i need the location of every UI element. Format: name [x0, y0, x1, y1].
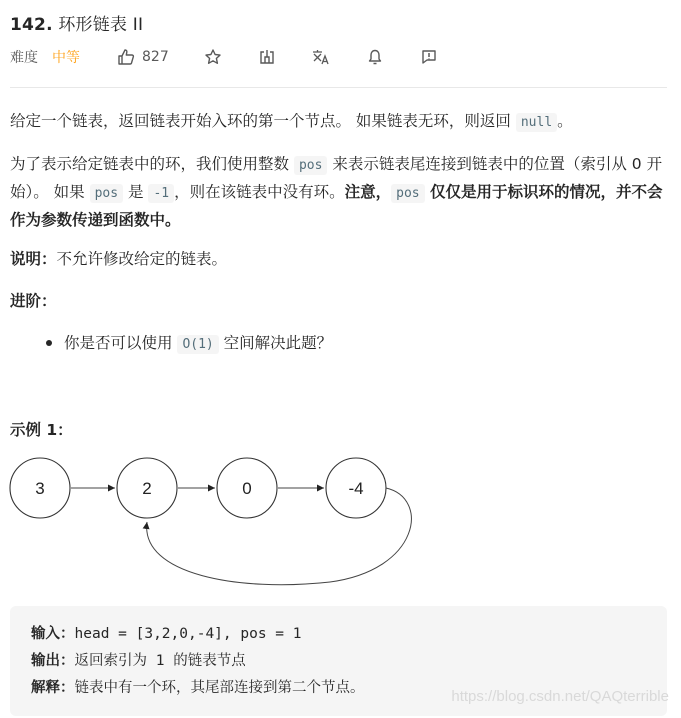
difficulty-badge: 中等: [52, 50, 80, 66]
difficulty-label: 难度: [10, 50, 38, 66]
inline-code: pos: [90, 184, 123, 203]
description-paragraph-2: [10, 151, 670, 233]
thumbs-up-icon[interactable]: [116, 47, 136, 67]
inline-code: null: [516, 113, 557, 132]
translate-icon[interactable]: [311, 47, 331, 67]
example-input-line: [31, 621, 301, 647]
advanced-list-item: [64, 330, 332, 358]
inline-code: O(1): [177, 335, 218, 354]
input-value: head = [3,2,0,-4], pos = 1: [74, 626, 302, 642]
watermark: https://blog.csdn.net/QAQterrible: [451, 688, 669, 705]
problem-title: [10, 10, 143, 35]
linked-list-diagram: [0, 450, 430, 590]
bullet-dot: [46, 332, 54, 340]
share-icon[interactable]: [257, 47, 277, 67]
example-output-line: [31, 648, 246, 674]
text: ，则在该链表中没有环。: [174, 183, 345, 201]
text: 是: [123, 183, 149, 201]
text: 空间解决此题？: [218, 334, 333, 352]
like-count: 827: [142, 49, 169, 65]
text: 为了表示给定链表中的环，我们使用整数: [10, 155, 294, 173]
advanced-label: 进阶：: [10, 292, 57, 310]
note-text: 不允许修改给定的链表。: [56, 250, 228, 268]
inline-code: pos: [294, 156, 327, 175]
bold-note: 仅仅是用于标识环的情况，并不会作为参数传递到函数中。: [10, 183, 663, 229]
output-label: 输出：: [31, 653, 75, 669]
node-value: -4: [348, 479, 364, 498]
text: 。: [557, 112, 573, 130]
node-value: 3: [35, 479, 45, 498]
explain-value: 链表中有一个环，其尾部连接到第二个节点。: [74, 680, 365, 696]
bold-note: 注意，: [344, 183, 392, 201]
inline-code: pos: [391, 184, 424, 203]
bell-icon[interactable]: [365, 47, 385, 67]
node-value: 0: [242, 479, 252, 498]
input-label: 输入：: [31, 626, 75, 642]
inline-code: -1: [148, 184, 174, 203]
node-value: 2: [142, 479, 152, 498]
advanced-heading: [10, 288, 670, 314]
problem-number: 142.: [10, 15, 53, 35]
note-paragraph: [10, 246, 670, 272]
example-title: [10, 417, 670, 443]
problem-name: 环形链表 II: [58, 15, 144, 35]
feedback-icon[interactable]: [419, 47, 439, 67]
text: 给定一个链表，返回链表开始入环的第一个节点。 如果链表无环，则返回: [10, 112, 516, 130]
example-explain-line: [31, 675, 365, 701]
explain-label: 解释：: [31, 680, 75, 696]
star-icon[interactable]: [203, 47, 223, 67]
problem-meta-bar: [10, 46, 439, 68]
output-value: 返回索引为 1 的链表节点: [74, 653, 246, 669]
example-heading: 示例 1：: [10, 421, 73, 439]
text: 你是否可以使用: [64, 334, 178, 352]
header-divider: [10, 87, 667, 88]
text: 来表示链表尾连接到链表中的位置（索引从 0 开始）。 如果: [10, 155, 663, 201]
note-label: 说明：: [10, 250, 57, 268]
description-paragraph-1: [10, 108, 670, 136]
